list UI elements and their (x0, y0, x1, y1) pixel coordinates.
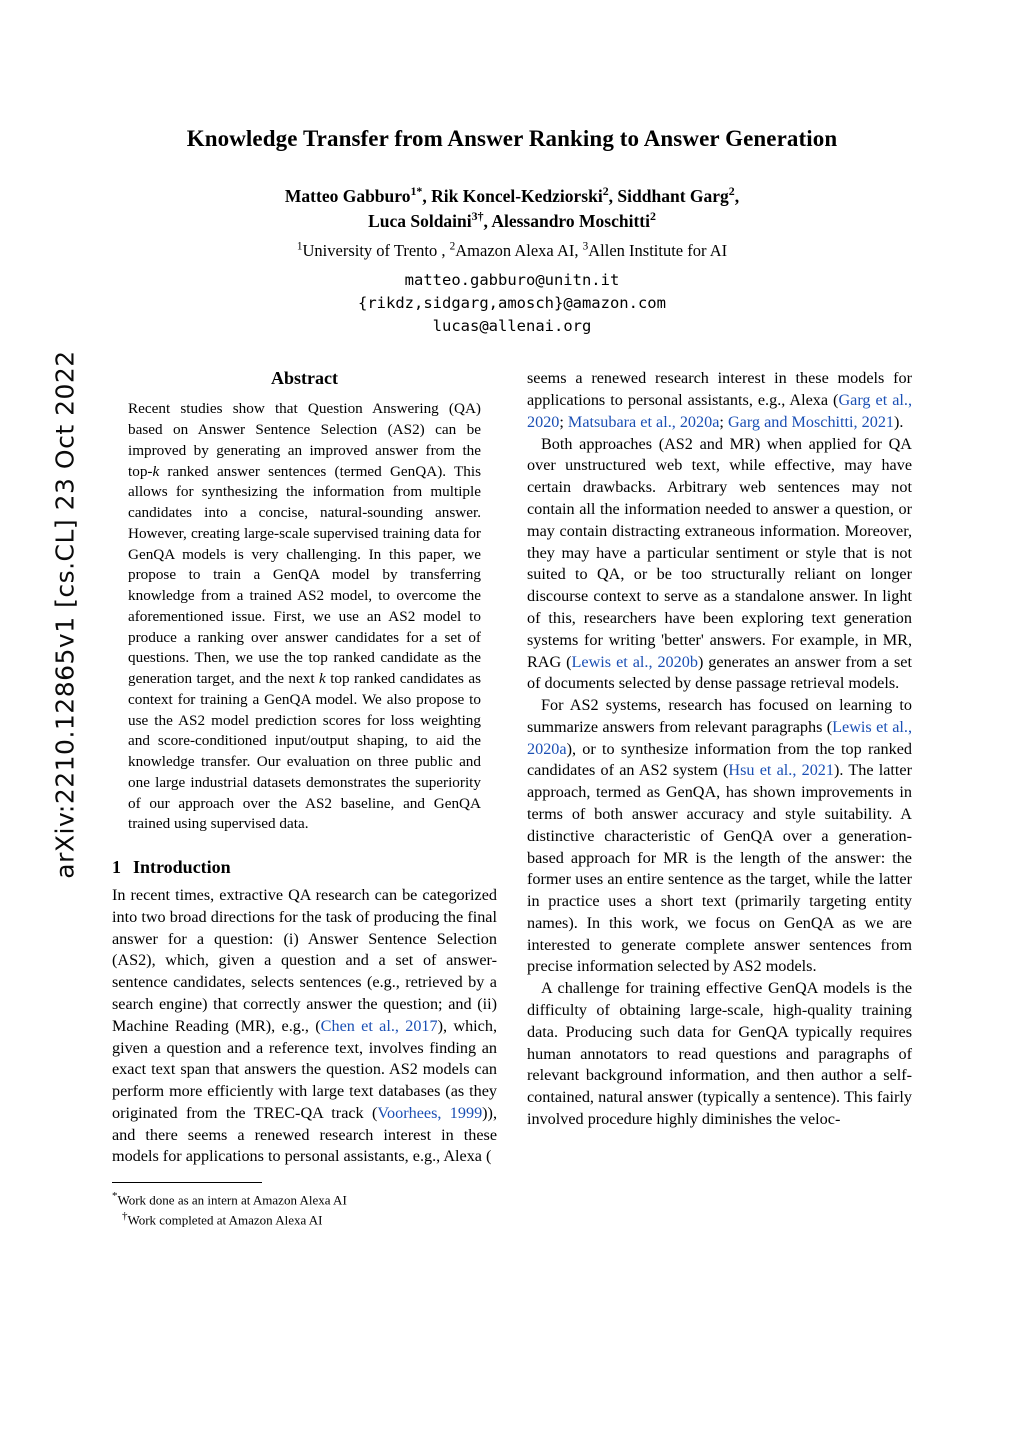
footnote-divider (112, 1182, 262, 1183)
paper-content (112, 112, 912, 1229)
para2-text-b: ) generates an answer from a set of documents selected by dense passage retrieval models. (527, 652, 912, 693)
author-list (112, 184, 912, 235)
abstract-heading: Abstract (271, 368, 338, 389)
two-column-body (112, 368, 912, 1229)
section-heading-introduction (112, 857, 497, 878)
footnote-2 (112, 1209, 497, 1229)
page-title: Knowledge Transfer from Answer Ranking to Answer Generation (186, 126, 838, 151)
arxiv-stamp: arXiv:2210.12865v1 [cs.CL] 23 Oct 2022 (50, 350, 80, 879)
right-column (527, 368, 912, 1229)
affiliations: $^1$University of Trento , $^2$Amazon Alexa AI, $^3$Allen Institute for AI (296, 240, 728, 260)
email-line-2: {rikdz,sidgarg,amosch}@amazon.com (358, 293, 666, 312)
para3-text-b: ), or to synthesize information from the top ranked candidates of an AS2 system ( (527, 739, 912, 780)
footnote-text: Work done as an intern at Amazon Alexa AI (117, 1192, 347, 1208)
section-title: Introduction (133, 857, 231, 878)
left-column (112, 368, 497, 1229)
intro-paragraph-1-continued: seems a renewed research interest in these models for applications to personal assistants, e.g., Alexa (Garg et al., 2020; Matsubara et al., 2020a; Garg and Moschitti, 2021). (527, 369, 912, 431)
para3-text-a: For AS2 systems, research has focused on learning to summarize answers from relevant paragraphs ( (527, 696, 912, 736)
footnote-marker: * (112, 1190, 118, 1203)
footnote-marker: † (122, 1210, 128, 1223)
author-line-1: Matteo Gabburo$^{1*}$, Rik Koncel-Kedziorski$^2$, Siddhant Garg$^2$, (284, 183, 740, 206)
email-line-1: matteo.gabburo@unitn.it (404, 270, 620, 289)
intro-paragraph-4: A challenge for training effective GenQA models is the difficulty of obtaining large-scale, high-quality training data. Producing such data for GenQA typically requires human annotators to read questions and paragraphs of relevant background information, and then author a self-contained, natural answer (typically a sentence). This fairly involved procedure highly diminishes the veloc- (527, 979, 912, 1128)
para3-text-c: ). The latter approach, termed as GenQA, has shown improvements in terms of both answer accuracy and style suitability. A distinctive characteristic of GenQA over a generation-based approach for MR is the length of the answer: the former uses an entire sentence as the target, while the latter in practice uses a short text (primarily targeting entity names). In this work, we focus on GenQA as we are interested to generate complete answer sentences from precise information selected by AS2 models. (527, 761, 912, 976)
section-number: 1 (112, 857, 121, 878)
intro-paragraph-3 (527, 695, 912, 978)
citation-garg-2020[interactable]: Garg et al., 2020 (527, 391, 912, 431)
citation-voorhees-1999[interactable]: Voorhees, 1999 (377, 1103, 483, 1122)
footnote-text: Work completed at Amazon Alexa AI (127, 1212, 323, 1228)
citation-hsu-2021[interactable]: Hsu et al., 2021 (728, 761, 834, 780)
citation-garg-moschitti-2021[interactable]: Garg and Moschitti, 2021 (727, 412, 895, 431)
para2-text-a: Both approaches (AS2 and MR) when applied for QA over unstructured web text, while effective, may have certain drawbacks. Arbitrary web sentences may not contain all the information needed to answer a question, or may contain distracting extraneous information. Moreover, they may have a particular sentiment or style that is not suited to QA, or be too structurally reliant on longer discourse context to serve as a standalone answer. In light of this, researchers have been exploring text generation systems for writing 'better' answers. For example, in MR, RAG ( (527, 434, 912, 671)
intro-text-b: ), which, given a question and a reference text, involves finding an exact text span that answers the question. AS2 models can perform more efficiently with large text databases (as they originated from the TREC-QA track ( (112, 1016, 497, 1122)
intro-text-c: )), and there seems a renewed research interest in these models for applications to personal assistants, e.g., Alexa ( (112, 1103, 497, 1166)
intro-paragraph-1 (112, 885, 497, 1168)
author-line-2: Luca Soldaini$^{3\dagger}$, Alessandro Moschitti$^2$ (368, 209, 656, 232)
citation-matsubara-2020a[interactable]: Matsubara et al., 2020a (567, 412, 720, 431)
intro-text-a: In recent times, extractive QA research can be categorized into two broad directions for the task of producing the final answer for a question: (i) Answer Sentence Selection (AS2), which, given a question and a set of answer-sentence candidates, selects sentences (e.g., retrieved by a search engine) that correctly answer the question; and (ii) Machine Reading (MR), e.g., ( (112, 886, 497, 1035)
footnote-1 (112, 1189, 497, 1209)
intro-paragraph-2 (527, 434, 912, 695)
citation-lewis-2020b[interactable]: Lewis et al., 2020b (571, 652, 698, 671)
email-line-3: lucas@allenai.org (432, 317, 592, 336)
citation-lewis-2020a[interactable]: Lewis et al., 2020a (527, 717, 912, 758)
citation-chen-2017[interactable]: Chen et al., 2017 (320, 1016, 438, 1035)
author-emails (112, 269, 912, 339)
abstract-text: Recent studies show that Question Answering (QA) based on Answer Sentence Selection (AS2) can be improved by generating an improved answer from the top-k ranked answer sentences (termed GenQA). This allows for synthesizing the information from multiple candidates into a concise, natural-sounding answer. However, creating large-scale supervised training data for GenQA models is very challenging. In this paper, we propose to train a GenQA model by transferring knowledge from a trained AS2 model, to overcome the aforementioned issue. First, we use an AS2 model to produce a ranking over answer candidates for a set of questions. Then, we use the top ranked candidate as the generation target, and the next k top ranked candidates as context for training a GenQA model. We also propose to use the AS2 model prediction scores for loss weighting and score-conditioned input/output shaping, to aid the knowledge transfer. Our evaluation on three public and one large industrial datasets demonstrates the superiority of our approach over the AS2 baseline, and GenQA trained using supervised data. (128, 400, 481, 833)
